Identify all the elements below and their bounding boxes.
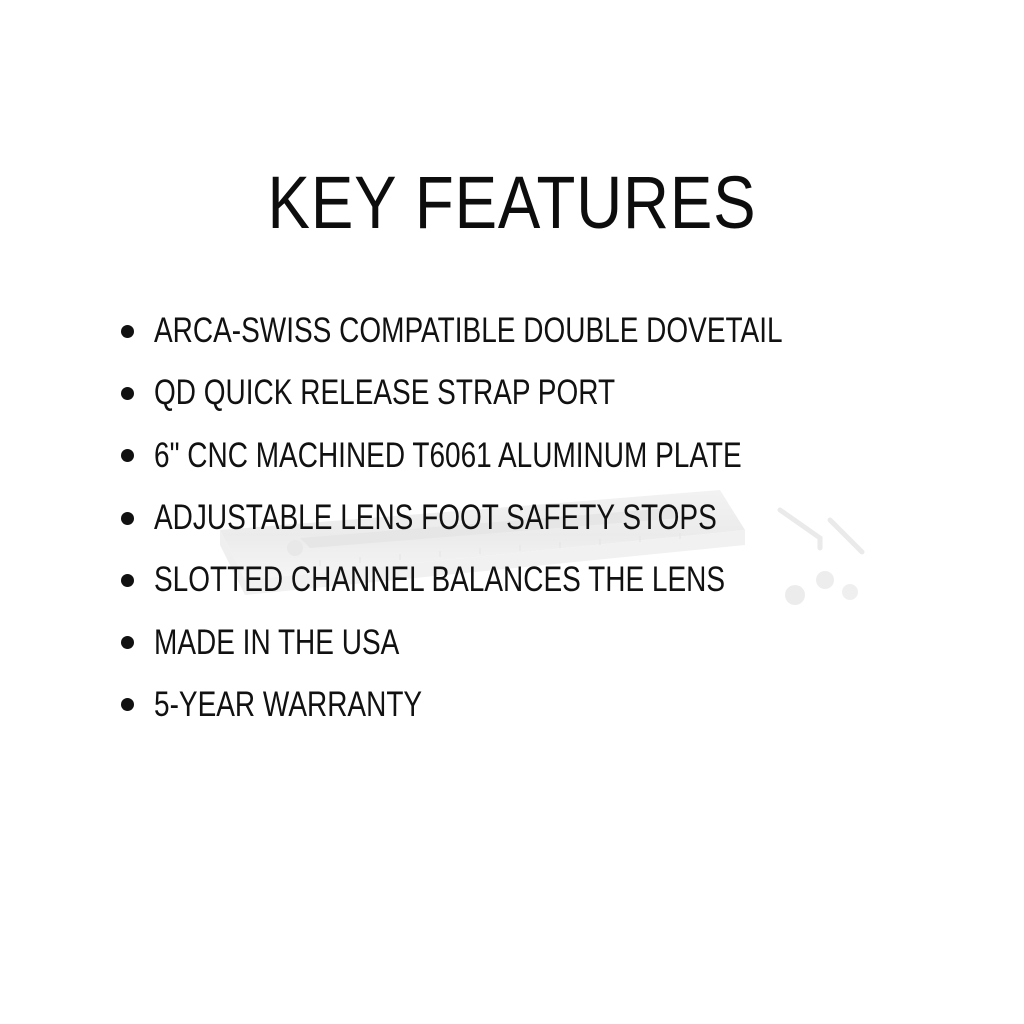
bullet-icon [121,574,134,587]
feature-text: ADJUSTABLE LENS FOOT SAFETY STOPS [154,498,717,538]
bullet-icon [121,387,134,400]
list-item [118,611,940,673]
feature-text: MADE IN THE USA [154,622,400,662]
list-item [118,425,940,487]
bullet-icon [121,636,134,649]
bullet-icon [121,449,134,462]
list-item [118,487,940,549]
feature-text: 5-YEAR WARRANTY [154,684,423,724]
feature-text: 6" CNC MACHINED T6061 ALUMINUM PLATE [154,435,742,475]
feature-text: SLOTTED CHANNEL BALANCES THE LENS [154,560,726,600]
feature-text: QD QUICK RELEASE STRAP PORT [154,373,616,413]
list-item [118,674,940,736]
list-item [118,549,940,611]
bullet-icon [121,325,134,338]
feature-text: ARCA-SWISS COMPATIBLE DOUBLE DOVETAIL [154,311,783,351]
page-title: KEY FEATURES [267,160,757,244]
bullet-icon [121,698,134,711]
list-item [118,362,940,424]
feature-list [118,300,940,736]
bullet-icon [121,512,134,525]
list-item [118,300,940,362]
